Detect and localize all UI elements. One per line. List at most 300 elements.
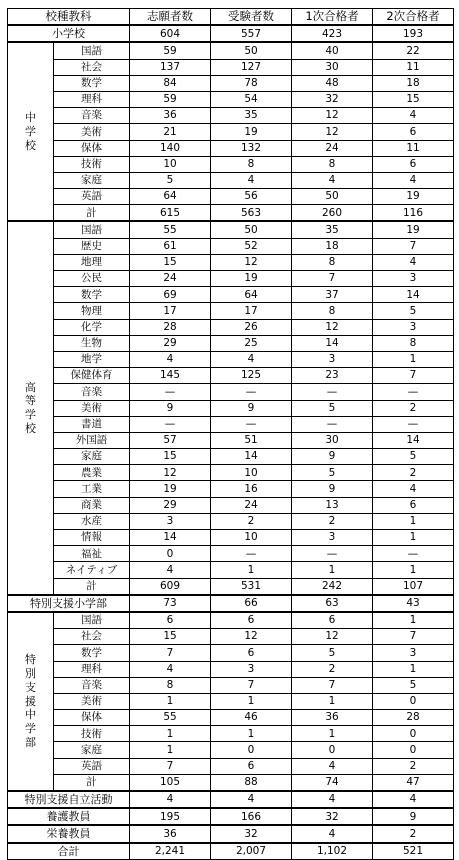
high-row — [8, 432, 454, 448]
header-col-1: 志願者数 — [130, 9, 211, 26]
special-independent-value-3: 4 — [292, 791, 373, 808]
subject-value-2: 88 — [211, 774, 292, 791]
subject-value-3: 12 — [292, 124, 373, 140]
subject-value-4: 11 — [373, 59, 454, 75]
subject-value-2: — — [211, 546, 292, 562]
subject-value-3: 2 — [292, 661, 373, 677]
subject-label: 英語 — [54, 189, 130, 205]
high-row — [8, 530, 454, 546]
header-col-3: 1次合格者 — [292, 9, 373, 26]
high-row — [8, 221, 454, 238]
subject-value-2: 54 — [211, 91, 292, 107]
special-middle-group-label — [8, 612, 54, 791]
subject-value-4: 2 — [373, 400, 454, 416]
special-independent-row — [8, 791, 454, 808]
total-value-4: 521 — [373, 843, 454, 860]
subject-value-1: 17 — [130, 303, 211, 319]
subject-label: 計 — [54, 578, 130, 595]
subject-value-1: 9 — [130, 400, 211, 416]
subject-label: 音楽 — [54, 677, 130, 693]
special-middle-row — [8, 774, 454, 791]
subject-value-4: 4 — [373, 108, 454, 124]
subject-label: 数学 — [54, 75, 130, 91]
subject-value-3: 1 — [292, 562, 373, 578]
nutrition-value-1: 36 — [130, 825, 211, 842]
subject-value-2: 4 — [211, 172, 292, 188]
subject-value-1: 0 — [130, 546, 211, 562]
nursing-label: 養護教員 — [8, 808, 130, 825]
subject-value-1: 5 — [130, 172, 211, 188]
subject-label: 国語 — [54, 612, 130, 629]
group-label-text: 中学校 — [25, 111, 36, 152]
subject-value-2: 78 — [211, 75, 292, 91]
subject-value-3: 1 — [292, 693, 373, 709]
subject-value-4: 14 — [373, 287, 454, 303]
subject-value-3: 9 — [292, 481, 373, 497]
subject-value-2: 7 — [211, 677, 292, 693]
subject-value-4: 6 — [373, 124, 454, 140]
subject-value-1: 15 — [130, 629, 211, 645]
subject-label: 音楽 — [54, 384, 130, 400]
middle-row — [8, 172, 454, 188]
subject-value-2: 50 — [211, 42, 292, 59]
nutrition-value-4: 2 — [373, 825, 454, 842]
middle-group-label — [8, 42, 54, 221]
subject-value-1: 1 — [130, 693, 211, 709]
subject-label: 地理 — [54, 254, 130, 270]
subject-value-2: 125 — [211, 368, 292, 384]
subject-label: 水産 — [54, 513, 130, 529]
subject-value-2: 52 — [211, 238, 292, 254]
subject-value-4: 47 — [373, 774, 454, 791]
subject-label: 化学 — [54, 319, 130, 335]
subject-value-1: — — [130, 384, 211, 400]
subject-value-4: 116 — [373, 205, 454, 222]
group-label-text: 特別支援中学部 — [25, 653, 36, 749]
subject-label: 農業 — [54, 465, 130, 481]
subject-value-4: 28 — [373, 710, 454, 726]
subject-value-4: — — [373, 416, 454, 432]
subject-value-1: 24 — [130, 271, 211, 287]
header-row — [8, 9, 454, 26]
subject-label: 家庭 — [54, 742, 130, 758]
subject-value-3: 50 — [292, 189, 373, 205]
header-col-4: 2次合格者 — [373, 9, 454, 26]
subject-value-2: 16 — [211, 481, 292, 497]
table-body — [8, 9, 454, 860]
special-middle-row — [8, 726, 454, 742]
subject-value-4: 4 — [373, 172, 454, 188]
subject-value-4: 4 — [373, 254, 454, 270]
special-middle-row — [8, 645, 454, 661]
high-row — [8, 400, 454, 416]
subject-value-3: — — [292, 546, 373, 562]
subject-value-1: 4 — [130, 351, 211, 367]
subject-value-1: 140 — [130, 140, 211, 156]
subject-value-1: 36 — [130, 108, 211, 124]
subject-value-3: 48 — [292, 75, 373, 91]
middle-row — [8, 42, 454, 59]
subject-value-4: 1 — [373, 612, 454, 629]
subject-value-2: 4 — [211, 351, 292, 367]
subject-value-1: 59 — [130, 91, 211, 107]
high-row — [8, 578, 454, 595]
subject-value-2: 35 — [211, 108, 292, 124]
subject-value-2: 10 — [211, 530, 292, 546]
special-independent-value-4: 4 — [373, 791, 454, 808]
special-elementary-value-1: 73 — [130, 595, 211, 612]
subject-value-1: 29 — [130, 497, 211, 513]
subject-value-3: 4 — [292, 172, 373, 188]
subject-value-2: 0 — [211, 742, 292, 758]
subject-value-3: 24 — [292, 140, 373, 156]
middle-row — [8, 140, 454, 156]
subject-value-1: 3 — [130, 513, 211, 529]
subject-value-2: 1 — [211, 726, 292, 742]
subject-value-3: 2 — [292, 513, 373, 529]
special-middle-row — [8, 629, 454, 645]
subject-value-2: 46 — [211, 710, 292, 726]
subject-value-1: 137 — [130, 59, 211, 75]
special-middle-row — [8, 710, 454, 726]
elementary-value-3: 423 — [292, 25, 373, 42]
middle-row — [8, 91, 454, 107]
subject-value-3: 32 — [292, 91, 373, 107]
subject-value-3: 6 — [292, 612, 373, 629]
subject-label: 公民 — [54, 271, 130, 287]
subject-value-1: 69 — [130, 287, 211, 303]
subject-value-3: 37 — [292, 287, 373, 303]
subject-value-3: 36 — [292, 710, 373, 726]
high-row — [8, 238, 454, 254]
subject-value-1: 64 — [130, 189, 211, 205]
subject-value-1: 7 — [130, 758, 211, 774]
subject-value-1: 8 — [130, 677, 211, 693]
elementary-value-2: 557 — [211, 25, 292, 42]
subject-label: ネイティブ — [54, 562, 130, 578]
elementary-row — [8, 25, 454, 42]
subject-value-4: 5 — [373, 449, 454, 465]
special-middle-row — [8, 758, 454, 774]
subject-label: 計 — [54, 205, 130, 222]
subject-value-3: 30 — [292, 432, 373, 448]
subject-value-4: 3 — [373, 319, 454, 335]
subject-value-1: 15 — [130, 254, 211, 270]
subject-value-4: 1 — [373, 661, 454, 677]
high-group-label — [8, 221, 54, 594]
subject-value-2: 24 — [211, 497, 292, 513]
subject-value-1: 15 — [130, 449, 211, 465]
subject-label: 美術 — [54, 400, 130, 416]
high-row — [8, 497, 454, 513]
subject-label: 国語 — [54, 221, 130, 238]
subject-value-3: 260 — [292, 205, 373, 222]
middle-row — [8, 108, 454, 124]
subject-value-3: 74 — [292, 774, 373, 791]
total-label: 合計 — [8, 843, 130, 860]
subject-label: 外国語 — [54, 432, 130, 448]
middle-row — [8, 59, 454, 75]
total-value-2: 2,007 — [211, 843, 292, 860]
subject-value-2: 19 — [211, 124, 292, 140]
subject-value-1: 59 — [130, 42, 211, 59]
nursing-value-2: 166 — [211, 808, 292, 825]
subject-value-3: 13 — [292, 497, 373, 513]
subject-label: 技術 — [54, 726, 130, 742]
subject-value-2: 12 — [211, 254, 292, 270]
subject-label: 美術 — [54, 124, 130, 140]
subject-value-3: 23 — [292, 368, 373, 384]
recruitment-table-container — [7, 8, 453, 860]
subject-label: 音楽 — [54, 108, 130, 124]
subject-label: 家庭 — [54, 449, 130, 465]
subject-value-3: 3 — [292, 530, 373, 546]
subject-value-1: 609 — [130, 578, 211, 595]
subject-label: 書道 — [54, 416, 130, 432]
subject-value-4: 5 — [373, 677, 454, 693]
subject-value-1: 4 — [130, 562, 211, 578]
subject-value-4: 2 — [373, 465, 454, 481]
subject-value-4: 1 — [373, 513, 454, 529]
special-elementary-row — [8, 595, 454, 612]
subject-value-3: 9 — [292, 449, 373, 465]
subject-value-2: 51 — [211, 432, 292, 448]
subject-value-4: 3 — [373, 645, 454, 661]
elementary-label: 小学校 — [8, 25, 130, 42]
subject-value-4: 7 — [373, 368, 454, 384]
subject-value-4: 0 — [373, 726, 454, 742]
subject-value-3: 30 — [292, 59, 373, 75]
high-row — [8, 416, 454, 432]
subject-value-2: 9 — [211, 400, 292, 416]
subject-label: 社会 — [54, 59, 130, 75]
subject-value-3: 35 — [292, 221, 373, 238]
high-row — [8, 481, 454, 497]
group-label-text: 高等学校 — [25, 380, 36, 435]
middle-row — [8, 156, 454, 172]
elementary-value-1: 604 — [130, 25, 211, 42]
nursing-value-1: 195 — [130, 808, 211, 825]
subject-value-2: 12 — [211, 629, 292, 645]
subject-label: 地学 — [54, 351, 130, 367]
total-value-1: 2,241 — [130, 843, 211, 860]
subject-label: 数学 — [54, 287, 130, 303]
subject-value-3: 8 — [292, 303, 373, 319]
subject-value-4: 1 — [373, 562, 454, 578]
special-middle-row — [8, 742, 454, 758]
subject-label: 生物 — [54, 335, 130, 351]
subject-label: 理科 — [54, 91, 130, 107]
subject-value-4: 14 — [373, 432, 454, 448]
subject-value-1: 84 — [130, 75, 211, 91]
subject-value-4: 15 — [373, 91, 454, 107]
subject-label: 保体 — [54, 140, 130, 156]
subject-label: 商業 — [54, 497, 130, 513]
subject-value-3: — — [292, 384, 373, 400]
special-independent-label: 特別支援自立活動 — [8, 791, 130, 808]
subject-value-1: 10 — [130, 156, 211, 172]
subject-value-1: 12 — [130, 465, 211, 481]
special-independent-value-2: 4 — [211, 791, 292, 808]
subject-value-4: 3 — [373, 271, 454, 287]
subject-value-3: 12 — [292, 319, 373, 335]
subject-value-2: 1 — [211, 693, 292, 709]
subject-value-4: 22 — [373, 42, 454, 59]
subject-value-4: 18 — [373, 75, 454, 91]
special-middle-row — [8, 612, 454, 629]
total-row — [8, 843, 454, 860]
subject-value-3: 12 — [292, 629, 373, 645]
subject-value-2: 531 — [211, 578, 292, 595]
subject-value-2: — — [211, 416, 292, 432]
high-row — [8, 335, 454, 351]
subject-label: 物理 — [54, 303, 130, 319]
middle-row — [8, 75, 454, 91]
subject-value-2: 6 — [211, 758, 292, 774]
subject-value-4: 107 — [373, 578, 454, 595]
subject-value-1: 57 — [130, 432, 211, 448]
high-row — [8, 562, 454, 578]
subject-value-3: 4 — [292, 758, 373, 774]
high-row — [8, 513, 454, 529]
high-row — [8, 319, 454, 335]
subject-value-4: 8 — [373, 335, 454, 351]
subject-value-4: 5 — [373, 303, 454, 319]
subject-value-1: 145 — [130, 368, 211, 384]
subject-value-1: 29 — [130, 335, 211, 351]
subject-value-1: 28 — [130, 319, 211, 335]
subject-value-3: 3 — [292, 351, 373, 367]
subject-value-3: 8 — [292, 156, 373, 172]
subject-value-4: 6 — [373, 497, 454, 513]
subject-value-2: 10 — [211, 465, 292, 481]
subject-label: 福祉 — [54, 546, 130, 562]
subject-value-3: 5 — [292, 400, 373, 416]
subject-value-4: 7 — [373, 629, 454, 645]
subject-label: 情報 — [54, 530, 130, 546]
subject-value-2: 64 — [211, 287, 292, 303]
subject-value-2: 25 — [211, 335, 292, 351]
subject-label: 保体 — [54, 710, 130, 726]
nutrition-value-2: 32 — [211, 825, 292, 842]
subject-label: 英語 — [54, 758, 130, 774]
subject-value-4: 6 — [373, 156, 454, 172]
subject-value-1: 19 — [130, 481, 211, 497]
high-row — [8, 287, 454, 303]
special-elementary-value-3: 63 — [292, 595, 373, 612]
subject-value-2: 56 — [211, 189, 292, 205]
nutrition-row — [8, 825, 454, 842]
subject-value-1: 21 — [130, 124, 211, 140]
subject-label: 美術 — [54, 693, 130, 709]
subject-value-4: 2 — [373, 758, 454, 774]
subject-value-4: — — [373, 384, 454, 400]
subject-value-2: 6 — [211, 645, 292, 661]
subject-value-2: 26 — [211, 319, 292, 335]
nursing-value-4: 9 — [373, 808, 454, 825]
subject-value-2: 19 — [211, 271, 292, 287]
subject-value-3: 8 — [292, 254, 373, 270]
subject-value-4: — — [373, 546, 454, 562]
subject-value-2: 2 — [211, 513, 292, 529]
subject-label: 技術 — [54, 156, 130, 172]
special-middle-row — [8, 677, 454, 693]
subject-value-3: 7 — [292, 677, 373, 693]
high-row — [8, 465, 454, 481]
subject-value-2: 132 — [211, 140, 292, 156]
high-row — [8, 449, 454, 465]
elementary-value-4: 193 — [373, 25, 454, 42]
subject-value-4: 11 — [373, 140, 454, 156]
subject-value-1: 55 — [130, 221, 211, 238]
middle-row — [8, 189, 454, 205]
subject-label: 社会 — [54, 629, 130, 645]
subject-value-2: 50 — [211, 221, 292, 238]
nutrition-label: 栄養教員 — [8, 825, 130, 842]
subject-value-1: 6 — [130, 612, 211, 629]
subject-value-2: 1 — [211, 562, 292, 578]
nutrition-value-3: 4 — [292, 825, 373, 842]
nursing-value-3: 32 — [292, 808, 373, 825]
subject-value-3: 7 — [292, 271, 373, 287]
subject-value-3: 5 — [292, 465, 373, 481]
special-elementary-value-2: 66 — [211, 595, 292, 612]
subject-value-1: 4 — [130, 661, 211, 677]
total-value-3: 1,102 — [292, 843, 373, 860]
subject-value-3: 18 — [292, 238, 373, 254]
subject-value-2: 6 — [211, 612, 292, 629]
subject-value-4: 1 — [373, 351, 454, 367]
subject-value-3: 5 — [292, 645, 373, 661]
middle-row — [8, 124, 454, 140]
high-row — [8, 546, 454, 562]
special-elementary-value-4: 43 — [373, 595, 454, 612]
subject-value-2: 14 — [211, 449, 292, 465]
subject-value-1: — — [130, 416, 211, 432]
subject-value-1: 55 — [130, 710, 211, 726]
header-school-subject: 校種教科 — [8, 9, 130, 26]
subject-value-3: 40 — [292, 42, 373, 59]
subject-value-4: 1 — [373, 530, 454, 546]
subject-value-4: 19 — [373, 189, 454, 205]
middle-row — [8, 205, 454, 222]
subject-label: 歴史 — [54, 238, 130, 254]
subject-value-1: 7 — [130, 645, 211, 661]
subject-value-2: 563 — [211, 205, 292, 222]
subject-value-2: — — [211, 384, 292, 400]
subject-value-4: 4 — [373, 481, 454, 497]
special-independent-value-1: 4 — [130, 791, 211, 808]
subject-value-2: 3 — [211, 661, 292, 677]
high-row — [8, 368, 454, 384]
subject-value-3: 14 — [292, 335, 373, 351]
subject-value-4: 0 — [373, 693, 454, 709]
high-row — [8, 351, 454, 367]
high-row — [8, 271, 454, 287]
subject-value-1: 14 — [130, 530, 211, 546]
subject-value-1: 105 — [130, 774, 211, 791]
subject-value-2: 8 — [211, 156, 292, 172]
subject-value-3: 12 — [292, 108, 373, 124]
subject-value-3: 1 — [292, 726, 373, 742]
subject-label: 工業 — [54, 481, 130, 497]
subject-value-1: 61 — [130, 238, 211, 254]
subject-label: 計 — [54, 774, 130, 791]
nursing-row — [8, 808, 454, 825]
subject-label: 数学 — [54, 645, 130, 661]
high-row — [8, 254, 454, 270]
subject-label: 保健体育 — [54, 368, 130, 384]
